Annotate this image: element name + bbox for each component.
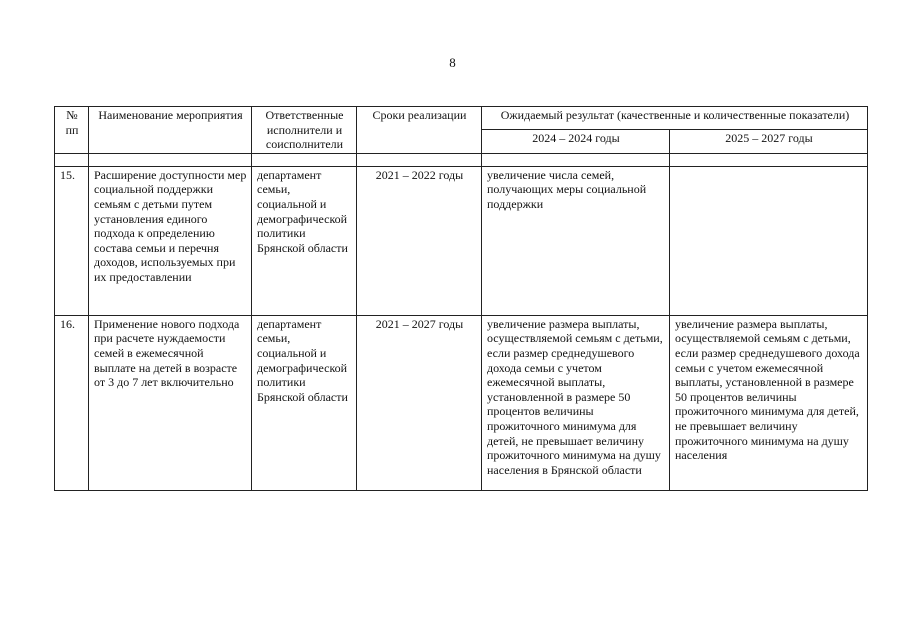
header-period-2: 2025 – 2027 годы [670, 130, 868, 153]
table-row [55, 166, 868, 315]
header-name: Наименование мероприятия [89, 107, 252, 154]
spacer-row [55, 153, 868, 166]
row-terms: 2021 – 2022 годы [357, 166, 482, 315]
row-result-1: увеличение числа семей, получающих меры социальной поддержки [482, 166, 670, 315]
row-result-1: увеличение размера выплаты, осуществляемой семьям с детьми, если размер среднедушевого дохода семьи с учетом ежемесячной выплаты, установленной в размере 50 процентов величины прожиточного минимума для детей, не превышает величину прожиточного минимума на душу населения в Брянской области [482, 315, 670, 490]
row-result-2: увеличение размера выплаты, осуществляемой семьям с детьми, если размер среднедушевого дохода семьи с учетом ежемесячной выплаты, установленной в размере 50 процентов величины прожиточного минимума для детей, не превышает величину прожиточного минимума на душу населения [670, 315, 868, 490]
row-num: 16. [55, 315, 89, 490]
row-responsible: департамент семьи, социальной и демографической политики Брянской области [252, 166, 357, 315]
header-expected-result: Ожидаемый результат (качественные и количественные показатели) [482, 107, 868, 130]
measures-table [54, 106, 868, 491]
row-terms: 2021 – 2027 годы [357, 315, 482, 490]
row-result-2 [670, 166, 868, 315]
header-terms: Сроки реализации [357, 107, 482, 154]
row-num: 15. [55, 166, 89, 315]
header-period-1: 2024 – 2024 годы [482, 130, 670, 153]
header-row [55, 107, 868, 130]
table-row [55, 315, 868, 490]
header-responsible: Ответственные исполнители и соисполнители [252, 107, 357, 154]
row-name: Применение нового подхода при расчете нуждаемости семей в ежемесячной выплате на детей в возрасте от 3 до 7 лет включительно [89, 315, 252, 490]
row-name: Расширение доступности мер социальной поддержки семьям с детьми путем установления единого подхода к определению состава семьи и перечня доходов, используемых при их предоставлении [89, 166, 252, 315]
page-number: 8 [449, 55, 456, 70]
row-responsible: департамент семьи, социальной и демографической политики Брянской области [252, 315, 357, 490]
header-num: № пп [55, 107, 89, 154]
